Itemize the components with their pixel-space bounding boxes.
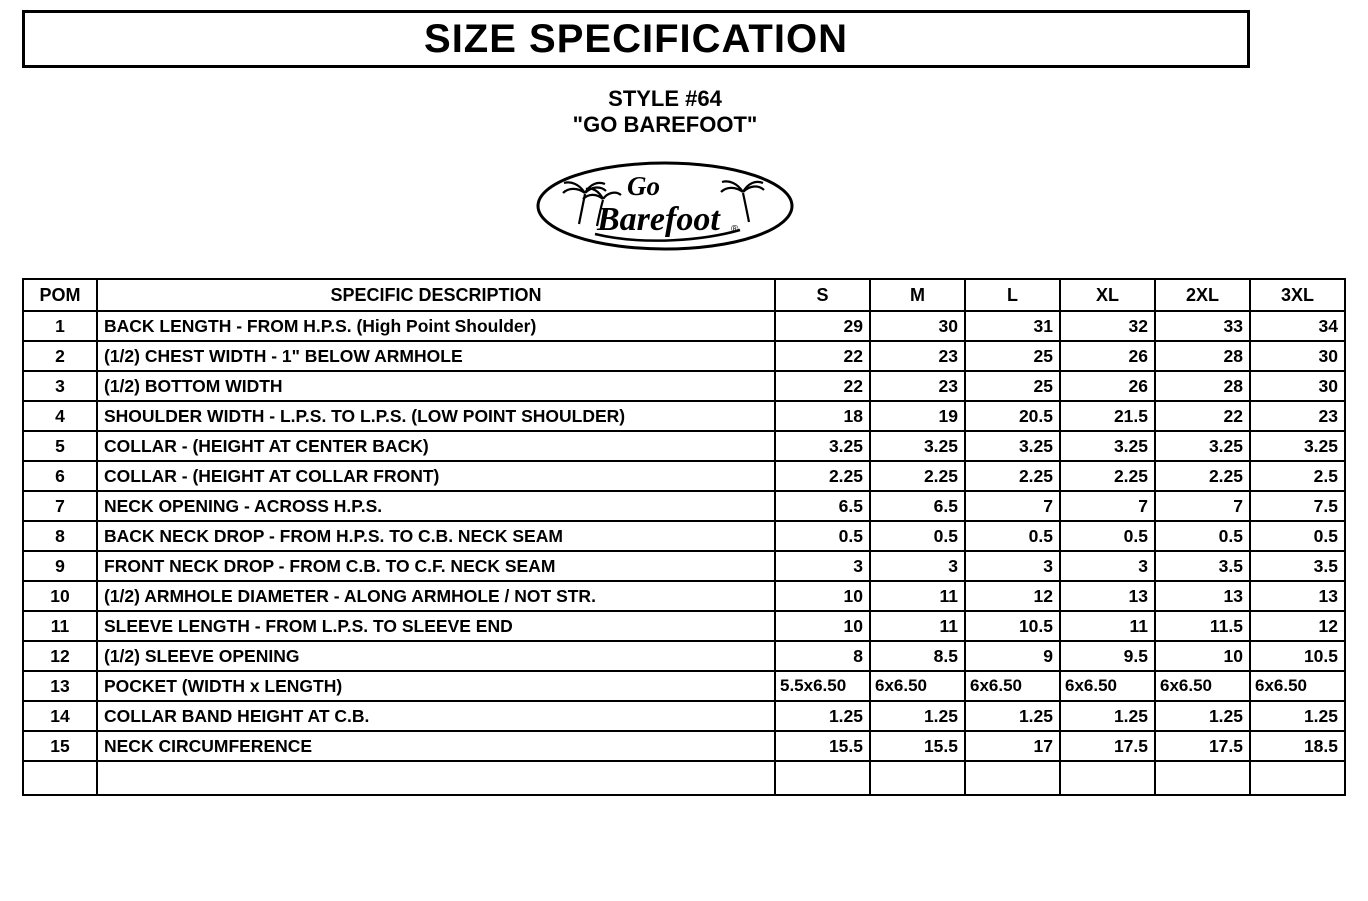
cell-description: NECK CIRCUMFERENCE: [97, 731, 775, 761]
column-header-2xl: 2XL: [1155, 279, 1250, 311]
cell-value-l: 0.5: [965, 521, 1060, 551]
cell-value-2xl: 6x6.50: [1155, 671, 1250, 701]
cell-value-2xl: 13: [1155, 581, 1250, 611]
cell-pom: 1: [23, 311, 97, 341]
cell-description: (1/2) BOTTOM WIDTH: [97, 371, 775, 401]
table-row: [23, 401, 1345, 431]
cell-description: SLEEVE LENGTH - FROM L.P.S. TO SLEEVE END: [97, 611, 775, 641]
cell-description: FRONT NECK DROP - FROM C.B. TO C.F. NECK SEAM: [97, 551, 775, 581]
cell-pom: 3: [23, 371, 97, 401]
cell-value-m: 30: [870, 311, 965, 341]
cell-value-s: 6.5: [775, 491, 870, 521]
cell-value-m: 8.5: [870, 641, 965, 671]
cell-value-2xl: 11.5: [1155, 611, 1250, 641]
cell-description: COLLAR - (HEIGHT AT COLLAR FRONT): [97, 461, 775, 491]
cell-pom: 12: [23, 641, 97, 671]
table-header-row: [23, 279, 1345, 311]
cell-value-2xl: 3.5: [1155, 551, 1250, 581]
cell-value-xl: 13: [1060, 581, 1155, 611]
column-header-s: S: [775, 279, 870, 311]
cell-value-l: 31: [965, 311, 1060, 341]
size-specification-table: [22, 278, 1346, 796]
cell-value-2xl: 28: [1155, 371, 1250, 401]
cell-value-3xl: 18.5: [1250, 731, 1345, 761]
column-header-3xl: 3XL: [1250, 279, 1345, 311]
cell-value-s: 3: [775, 551, 870, 581]
table-row: [23, 461, 1345, 491]
cell-value-l: 3: [965, 551, 1060, 581]
cell-value-xl: 11: [1060, 611, 1155, 641]
cell-pom: 15: [23, 731, 97, 761]
cell-value-2xl: 2.25: [1155, 461, 1250, 491]
cell-value-s: [775, 761, 870, 795]
cell-pom: 6: [23, 461, 97, 491]
cell-value-3xl: 13: [1250, 581, 1345, 611]
cell-value-s: 3.25: [775, 431, 870, 461]
cell-pom: 13: [23, 671, 97, 701]
cell-value-s: 1.25: [775, 701, 870, 731]
go-barefoot-logo: [535, 160, 795, 252]
logo-word-top: Go: [627, 171, 660, 201]
table-row: [23, 731, 1345, 761]
cell-value-m: [870, 761, 965, 795]
cell-value-l: 6x6.50: [965, 671, 1060, 701]
cell-value-3xl: 30: [1250, 341, 1345, 371]
logo-word-main: Barefoot: [597, 201, 720, 238]
cell-value-s: 5.5x6.50: [775, 671, 870, 701]
cell-value-2xl: 17.5: [1155, 731, 1250, 761]
cell-value-m: 11: [870, 581, 965, 611]
column-header-pom: POM: [23, 279, 97, 311]
cell-value-3xl: 34: [1250, 311, 1345, 341]
cell-value-s: 0.5: [775, 521, 870, 551]
page-title: SIZE SPECIFICATION: [424, 17, 848, 61]
table-row: [23, 671, 1345, 701]
cell-value-3xl: 23: [1250, 401, 1345, 431]
cell-value-l: 20.5: [965, 401, 1060, 431]
table-row: [23, 431, 1345, 461]
cell-value-xl: 21.5: [1060, 401, 1155, 431]
cell-value-m: 1.25: [870, 701, 965, 731]
cell-value-m: 6x6.50: [870, 671, 965, 701]
cell-value-m: 23: [870, 371, 965, 401]
logo-registered-mark: ®: [731, 224, 739, 235]
column-header-l: L: [965, 279, 1060, 311]
cell-value-s: 15.5: [775, 731, 870, 761]
cell-value-xl: 9.5: [1060, 641, 1155, 671]
table-body: [23, 311, 1345, 795]
cell-description: BACK NECK DROP - FROM H.P.S. TO C.B. NECK SEAM: [97, 521, 775, 551]
cell-value-m: 3.25: [870, 431, 965, 461]
cell-value-2xl: 22: [1155, 401, 1250, 431]
cell-pom: 9: [23, 551, 97, 581]
cell-value-xl: 26: [1060, 371, 1155, 401]
cell-value-xl: 1.25: [1060, 701, 1155, 731]
cell-value-xl: 26: [1060, 341, 1155, 371]
cell-value-m: 6.5: [870, 491, 965, 521]
cell-value-l: 3.25: [965, 431, 1060, 461]
cell-value-xl: 0.5: [1060, 521, 1155, 551]
document-title-box: [22, 10, 1250, 68]
cell-description: POCKET (WIDTH x LENGTH): [97, 671, 775, 701]
table-row: [23, 521, 1345, 551]
table-row: [23, 491, 1345, 521]
cell-description: COLLAR - (HEIGHT AT CENTER BACK): [97, 431, 775, 461]
cell-value-s: 29: [775, 311, 870, 341]
cell-value-l: 25: [965, 341, 1060, 371]
cell-pom: 11: [23, 611, 97, 641]
cell-value-3xl: 0.5: [1250, 521, 1345, 551]
cell-value-s: 10: [775, 581, 870, 611]
cell-value-xl: 3: [1060, 551, 1155, 581]
cell-value-xl: 6x6.50: [1060, 671, 1155, 701]
logo-container: [0, 160, 1330, 252]
table-row: [23, 611, 1345, 641]
cell-value-3xl: 3.5: [1250, 551, 1345, 581]
table-row: [23, 701, 1345, 731]
cell-value-l: 7: [965, 491, 1060, 521]
cell-value-3xl: 30: [1250, 371, 1345, 401]
cell-value-2xl: 10: [1155, 641, 1250, 671]
table-row: [23, 371, 1345, 401]
cell-value-l: 1.25: [965, 701, 1060, 731]
style-name: "GO BAREFOOT": [572, 112, 758, 137]
cell-pom: 10: [23, 581, 97, 611]
cell-description: (1/2) ARMHOLE DIAMETER - ALONG ARMHOLE / NOT STR.: [97, 581, 775, 611]
cell-value-3xl: 7.5: [1250, 491, 1345, 521]
cell-pom: 7: [23, 491, 97, 521]
cell-value-xl: 32: [1060, 311, 1155, 341]
table-row: [23, 551, 1345, 581]
cell-value-xl: 3.25: [1060, 431, 1155, 461]
column-header-description: SPECIFIC DESCRIPTION: [97, 279, 775, 311]
cell-value-3xl: 12: [1250, 611, 1345, 641]
cell-value-l: 2.25: [965, 461, 1060, 491]
style-heading: [0, 86, 1330, 138]
cell-value-s: 8: [775, 641, 870, 671]
table-row: [23, 581, 1345, 611]
cell-value-3xl: 6x6.50: [1250, 671, 1345, 701]
cell-value-2xl: 7: [1155, 491, 1250, 521]
cell-value-m: 0.5: [870, 521, 965, 551]
cell-value-l: 12: [965, 581, 1060, 611]
cell-pom: [23, 761, 97, 795]
cell-value-m: 23: [870, 341, 965, 371]
cell-description: (1/2) SLEEVE OPENING: [97, 641, 775, 671]
column-header-xl: XL: [1060, 279, 1155, 311]
cell-value-s: 2.25: [775, 461, 870, 491]
cell-value-s: 22: [775, 341, 870, 371]
cell-value-3xl: 3.25: [1250, 431, 1345, 461]
cell-description: SHOULDER WIDTH - L.P.S. TO L.P.S. (LOW POINT SHOULDER): [97, 401, 775, 431]
cell-description: NECK OPENING - ACROSS H.P.S.: [97, 491, 775, 521]
cell-value-m: 3: [870, 551, 965, 581]
cell-value-s: 22: [775, 371, 870, 401]
cell-value-s: 18: [775, 401, 870, 431]
column-header-m: M: [870, 279, 965, 311]
cell-value-m: 15.5: [870, 731, 965, 761]
cell-description: COLLAR BAND HEIGHT AT C.B.: [97, 701, 775, 731]
table-row: [23, 761, 1345, 795]
cell-value-3xl: [1250, 761, 1345, 795]
cell-value-xl: 2.25: [1060, 461, 1155, 491]
cell-value-m: 2.25: [870, 461, 965, 491]
cell-pom: 5: [23, 431, 97, 461]
cell-description: (1/2) CHEST WIDTH - 1" BELOW ARMHOLE: [97, 341, 775, 371]
cell-value-m: 19: [870, 401, 965, 431]
style-number: STYLE #64: [608, 86, 722, 111]
cell-value-l: [965, 761, 1060, 795]
cell-value-l: 17: [965, 731, 1060, 761]
table-row: [23, 311, 1345, 341]
cell-value-2xl: 3.25: [1155, 431, 1250, 461]
cell-value-xl: 17.5: [1060, 731, 1155, 761]
cell-value-2xl: [1155, 761, 1250, 795]
cell-value-2xl: 28: [1155, 341, 1250, 371]
cell-description: [97, 761, 775, 795]
cell-value-3xl: 1.25: [1250, 701, 1345, 731]
cell-pom: 2: [23, 341, 97, 371]
table-row: [23, 641, 1345, 671]
cell-value-m: 11: [870, 611, 965, 641]
cell-value-l: 9: [965, 641, 1060, 671]
cell-value-xl: [1060, 761, 1155, 795]
cell-value-s: 10: [775, 611, 870, 641]
cell-pom: 4: [23, 401, 97, 431]
cell-value-l: 25: [965, 371, 1060, 401]
cell-pom: 8: [23, 521, 97, 551]
cell-value-2xl: 1.25: [1155, 701, 1250, 731]
cell-value-l: 10.5: [965, 611, 1060, 641]
cell-value-xl: 7: [1060, 491, 1155, 521]
table-row: [23, 341, 1345, 371]
cell-value-3xl: 2.5: [1250, 461, 1345, 491]
cell-value-2xl: 33: [1155, 311, 1250, 341]
cell-value-2xl: 0.5: [1155, 521, 1250, 551]
cell-value-3xl: 10.5: [1250, 641, 1345, 671]
cell-pom: 14: [23, 701, 97, 731]
cell-description: BACK LENGTH - FROM H.P.S. (High Point Shoulder): [97, 311, 775, 341]
